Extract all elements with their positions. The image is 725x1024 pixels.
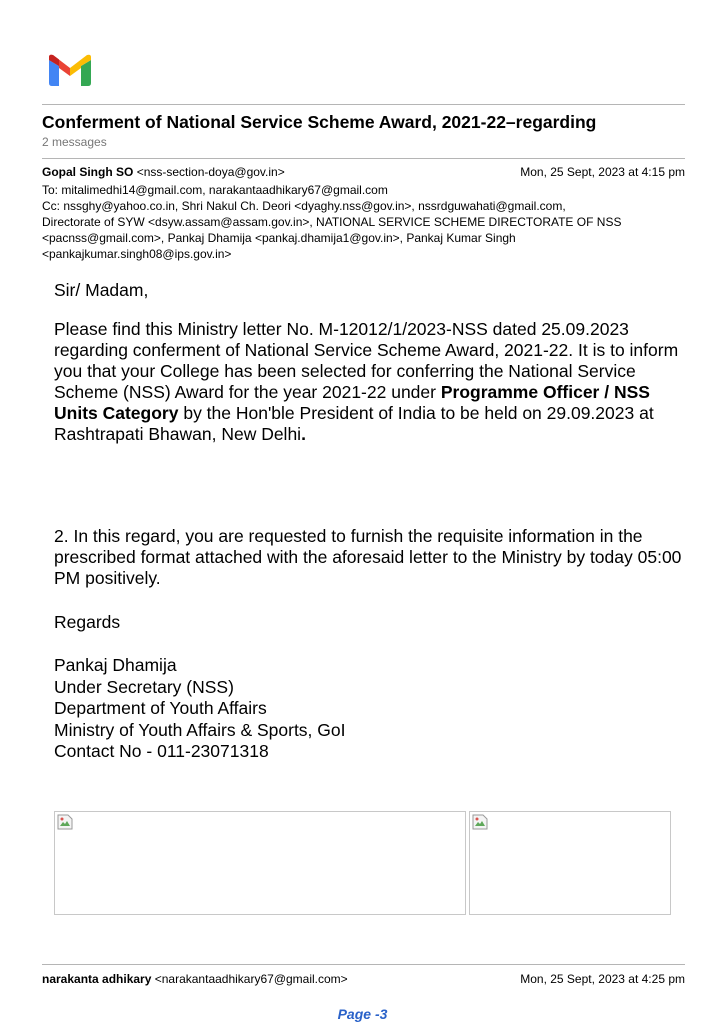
paragraph-1-period: .: [301, 424, 306, 444]
cc-line: Directorate of SYW <dsyw.assam@assam.gov.in>, NATIONAL SERVICE SCHEME DIRECTORATE OF NSS: [42, 215, 622, 229]
cc-line: Cc: nssghy@yahoo.co.in, Shri Nakul Ch. Deori <dyaghy.nss@gov.in>, nssrdguwahati@gmail.com,: [42, 199, 566, 213]
signature-line: Ministry of Youth Affairs & Sports, GoI: [54, 719, 346, 740]
message1-date: Mon, 25 Sept, 2023 at 4:15 pm: [520, 165, 685, 179]
signature-line: Under Secretary (NSS): [54, 676, 234, 697]
sender-email: <narakantaadhikary67@gmail.com>: [154, 972, 348, 986]
image-placeholder: [469, 811, 671, 915]
header-divider: [42, 104, 685, 105]
award-category: Programme Officer / NSS Units Category: [54, 382, 650, 423]
page-number: Page -3: [337, 1006, 388, 1022]
cc-line: <pankajkumar.singh08@ips.gov.in>: [42, 247, 232, 261]
message-count: 2 messages: [42, 135, 107, 149]
message2-sender[interactable]: [42, 972, 348, 986]
signature-line: Pankaj Dhamija: [54, 655, 177, 675]
to-recipients: To: mitalimedhi14@gmail.com, narakantaadhikary67@gmail.com: [42, 183, 388, 197]
paragraph-1-text: Please find this Ministry letter No. M-12012/1/2023-NSS dated 25.09.2023 regarding conferment of National Service Scheme Award, 2021-22. It is to inform you that your College has been selected for conferring the National Service Scheme (NSS) Award for the year 2021-22 under: [54, 319, 679, 402]
sender-email: <nss-section-doya@gov.in>: [136, 165, 285, 179]
image-placeholder: [54, 811, 466, 915]
signature-line: Contact No - 011-23071318: [54, 741, 269, 761]
paragraph-1: [54, 319, 694, 445]
message-divider: [42, 158, 685, 159]
message-divider: [42, 964, 685, 965]
gmail-logo-icon: [49, 54, 91, 86]
cc-line: <pacnss@gmail.com>, Pankaj Dhamija <pankaj.dhamija1@gov.in>, Pankaj Kumar Singh: [42, 231, 516, 245]
message1-sender[interactable]: [42, 165, 285, 179]
broken-image-icon: [472, 814, 488, 830]
signature-line: Department of Youth Affairs: [54, 698, 267, 718]
sender-name: Gopal Singh SO: [42, 165, 134, 179]
salutation: Sir/ Madam,: [54, 280, 149, 300]
paragraph-2: 2. In this regard, you are requested to furnish the requisite information in the prescribed format attached with the aforesaid letter to the Ministry by today 05:00 PM positively.: [54, 526, 682, 588]
message2-date: Mon, 25 Sept, 2023 at 4:25 pm: [520, 972, 685, 986]
thread-subject: Conferment of National Service Scheme Award, 2021-22–regarding: [42, 112, 597, 132]
signature-block: [54, 655, 345, 763]
closing: Regards: [54, 612, 121, 632]
sender-name: narakanta adhikary: [42, 972, 152, 986]
paragraph-1-text-cont: by the Hon'ble President of India to be held on 29.09.2023 at Rashtrapati Bhawan, New Delhi: [54, 403, 654, 444]
broken-image-icon: [57, 814, 73, 830]
